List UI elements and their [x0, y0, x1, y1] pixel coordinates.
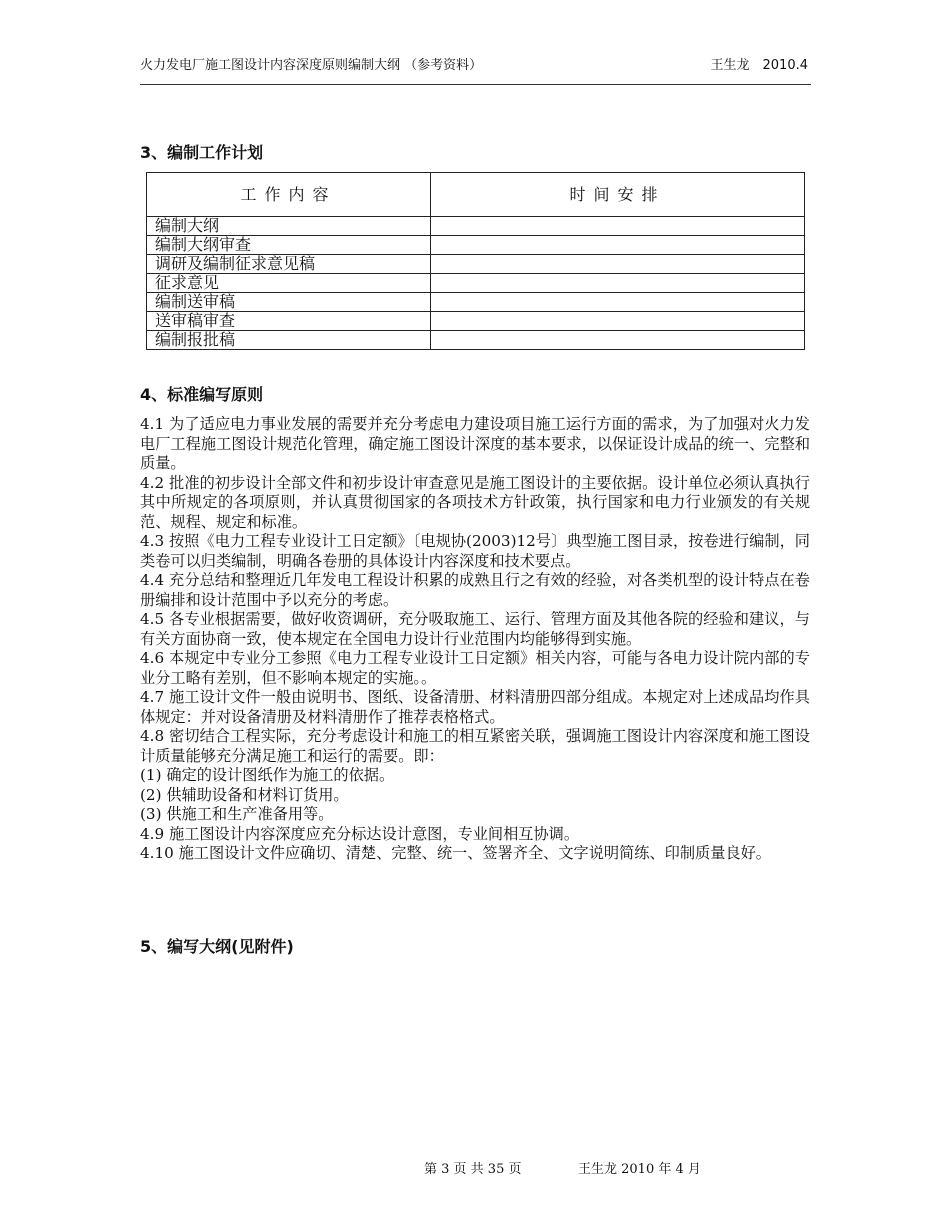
table-header-schedule: 时间安排 [431, 173, 805, 217]
table-cell-time [431, 274, 805, 293]
section-5-title: 5、编写大纲(见附件) [140, 937, 294, 956]
table-cell-time [431, 293, 805, 312]
table-cell-time [431, 255, 805, 274]
work-plan-table [146, 172, 805, 350]
principles-body [140, 415, 810, 864]
table-cell-time [431, 312, 805, 331]
paragraph: 4.5 各专业根据需要，做好收资调研，充分吸取施工、运行、管理方面及其他各院的经验和建议，与有关方面协商一致，使本规定在全国电力设计行业范围内均能够得到实施。 [140, 610, 810, 648]
list-item: (2) 供辅助设备和材料订货用。 [140, 785, 349, 804]
paragraph: 4.4 充分总结和整理近几年发电工程设计积累的成熟且行之有效的经验，对各类机型的设计特点在卷册编排和设计范围中予以充分的考虑。 [140, 571, 810, 609]
table-cell-task: 送审稿审查 [147, 312, 431, 331]
paragraph: 4.2 批准的初步设计全部文件和初步设计审查意见是施工图设计的主要依据。设计单位必须认真执行其中所规定的各项原则，并认真贯彻国家的各项技术方针政策，执行国家和电力行业颁发的有关规范、规程、规定和标准。 [140, 473, 810, 531]
footer-author-date: 王生龙 2010 年 4 月 [578, 1162, 701, 1177]
paragraph: 4.6 本规定中专业分工参照《电力工程专业设计工日定额》相关内容，可能与各电力设计院内部的专业分工略有差别，但不影响本规定的实施。。 [140, 649, 810, 687]
paragraph: 4.10 施工图设计文件应确切、清楚、完整、统一、签署齐全、文字说明简练、印制质量良好。 [140, 844, 771, 862]
paragraph: 4.1 为了适应电力事业发展的需要并充分考虑电力建设项目施工运行方面的需求，为了加强对火力发电厂工程施工图设计规范化管理，确定施工图设计深度的基本要求，以保证设计成品的统一、完整和质量。 [140, 415, 810, 472]
table-cell-time [431, 217, 805, 236]
table-cell-task: 编制报批稿 [147, 331, 431, 350]
section-3-title: 3、编制工作计划 [140, 143, 264, 162]
table-cell-time [431, 331, 805, 350]
section-4-title: 4、标准编写原则 [140, 385, 264, 404]
table-cell-time [431, 236, 805, 255]
list-item: (3) 供施工和生产准备用等。 [140, 805, 334, 823]
header-author: 王生龙 2010.4 [710, 58, 808, 73]
paragraph: 4.8 密切结合工程实际，充分考虑设计和施工的相互紧密关联，强调施工图设计内容深度和施工图设计质量能够充分满足施工和运行的需要。即： [140, 727, 810, 765]
header-title: 火力发电厂施工图设计内容深度原则编制大纲 （参考资料） [140, 58, 483, 73]
table-row [147, 312, 805, 331]
list-item: (1) 确定的设计图纸作为施工的依据。 [140, 766, 395, 784]
table-row [147, 274, 805, 293]
table-row [147, 217, 805, 236]
page-number: 第 3 页 共 35 页 [424, 1162, 522, 1177]
table-header-content: 工作内容 [147, 173, 431, 217]
table-row [147, 255, 805, 274]
table-row [147, 293, 805, 312]
table-cell-task: 编制大纲 [147, 217, 431, 236]
table-cell-task: 调研及编制征求意见稿 [147, 255, 431, 274]
table-cell-task: 编制送审稿 [147, 293, 431, 312]
table-cell-task: 征求意见 [147, 274, 431, 293]
paragraph: 4.3 按照《电力工程专业设计工日定额》〔电规协(2003)12号〕典型施工图目录，按卷进行编制，同类卷可以归类编制，明确各卷册的具体设计内容深度和技术要点。 [140, 532, 810, 570]
paragraph: 4.7 施工设计文件一般由说明书、图纸、设备清册、材料清册四部分组成。本规定对上述成品均作具体规定：并对设备清册及材料清册作了推荐表格格式。 [140, 688, 810, 726]
header-divider [140, 84, 811, 85]
table-row [147, 331, 805, 350]
paragraph: 4.9 施工图设计内容深度应充分标达设计意图，专业间相互协调。 [140, 824, 580, 843]
table-row [147, 236, 805, 255]
table-cell-task: 编制大纲审查 [147, 236, 431, 255]
